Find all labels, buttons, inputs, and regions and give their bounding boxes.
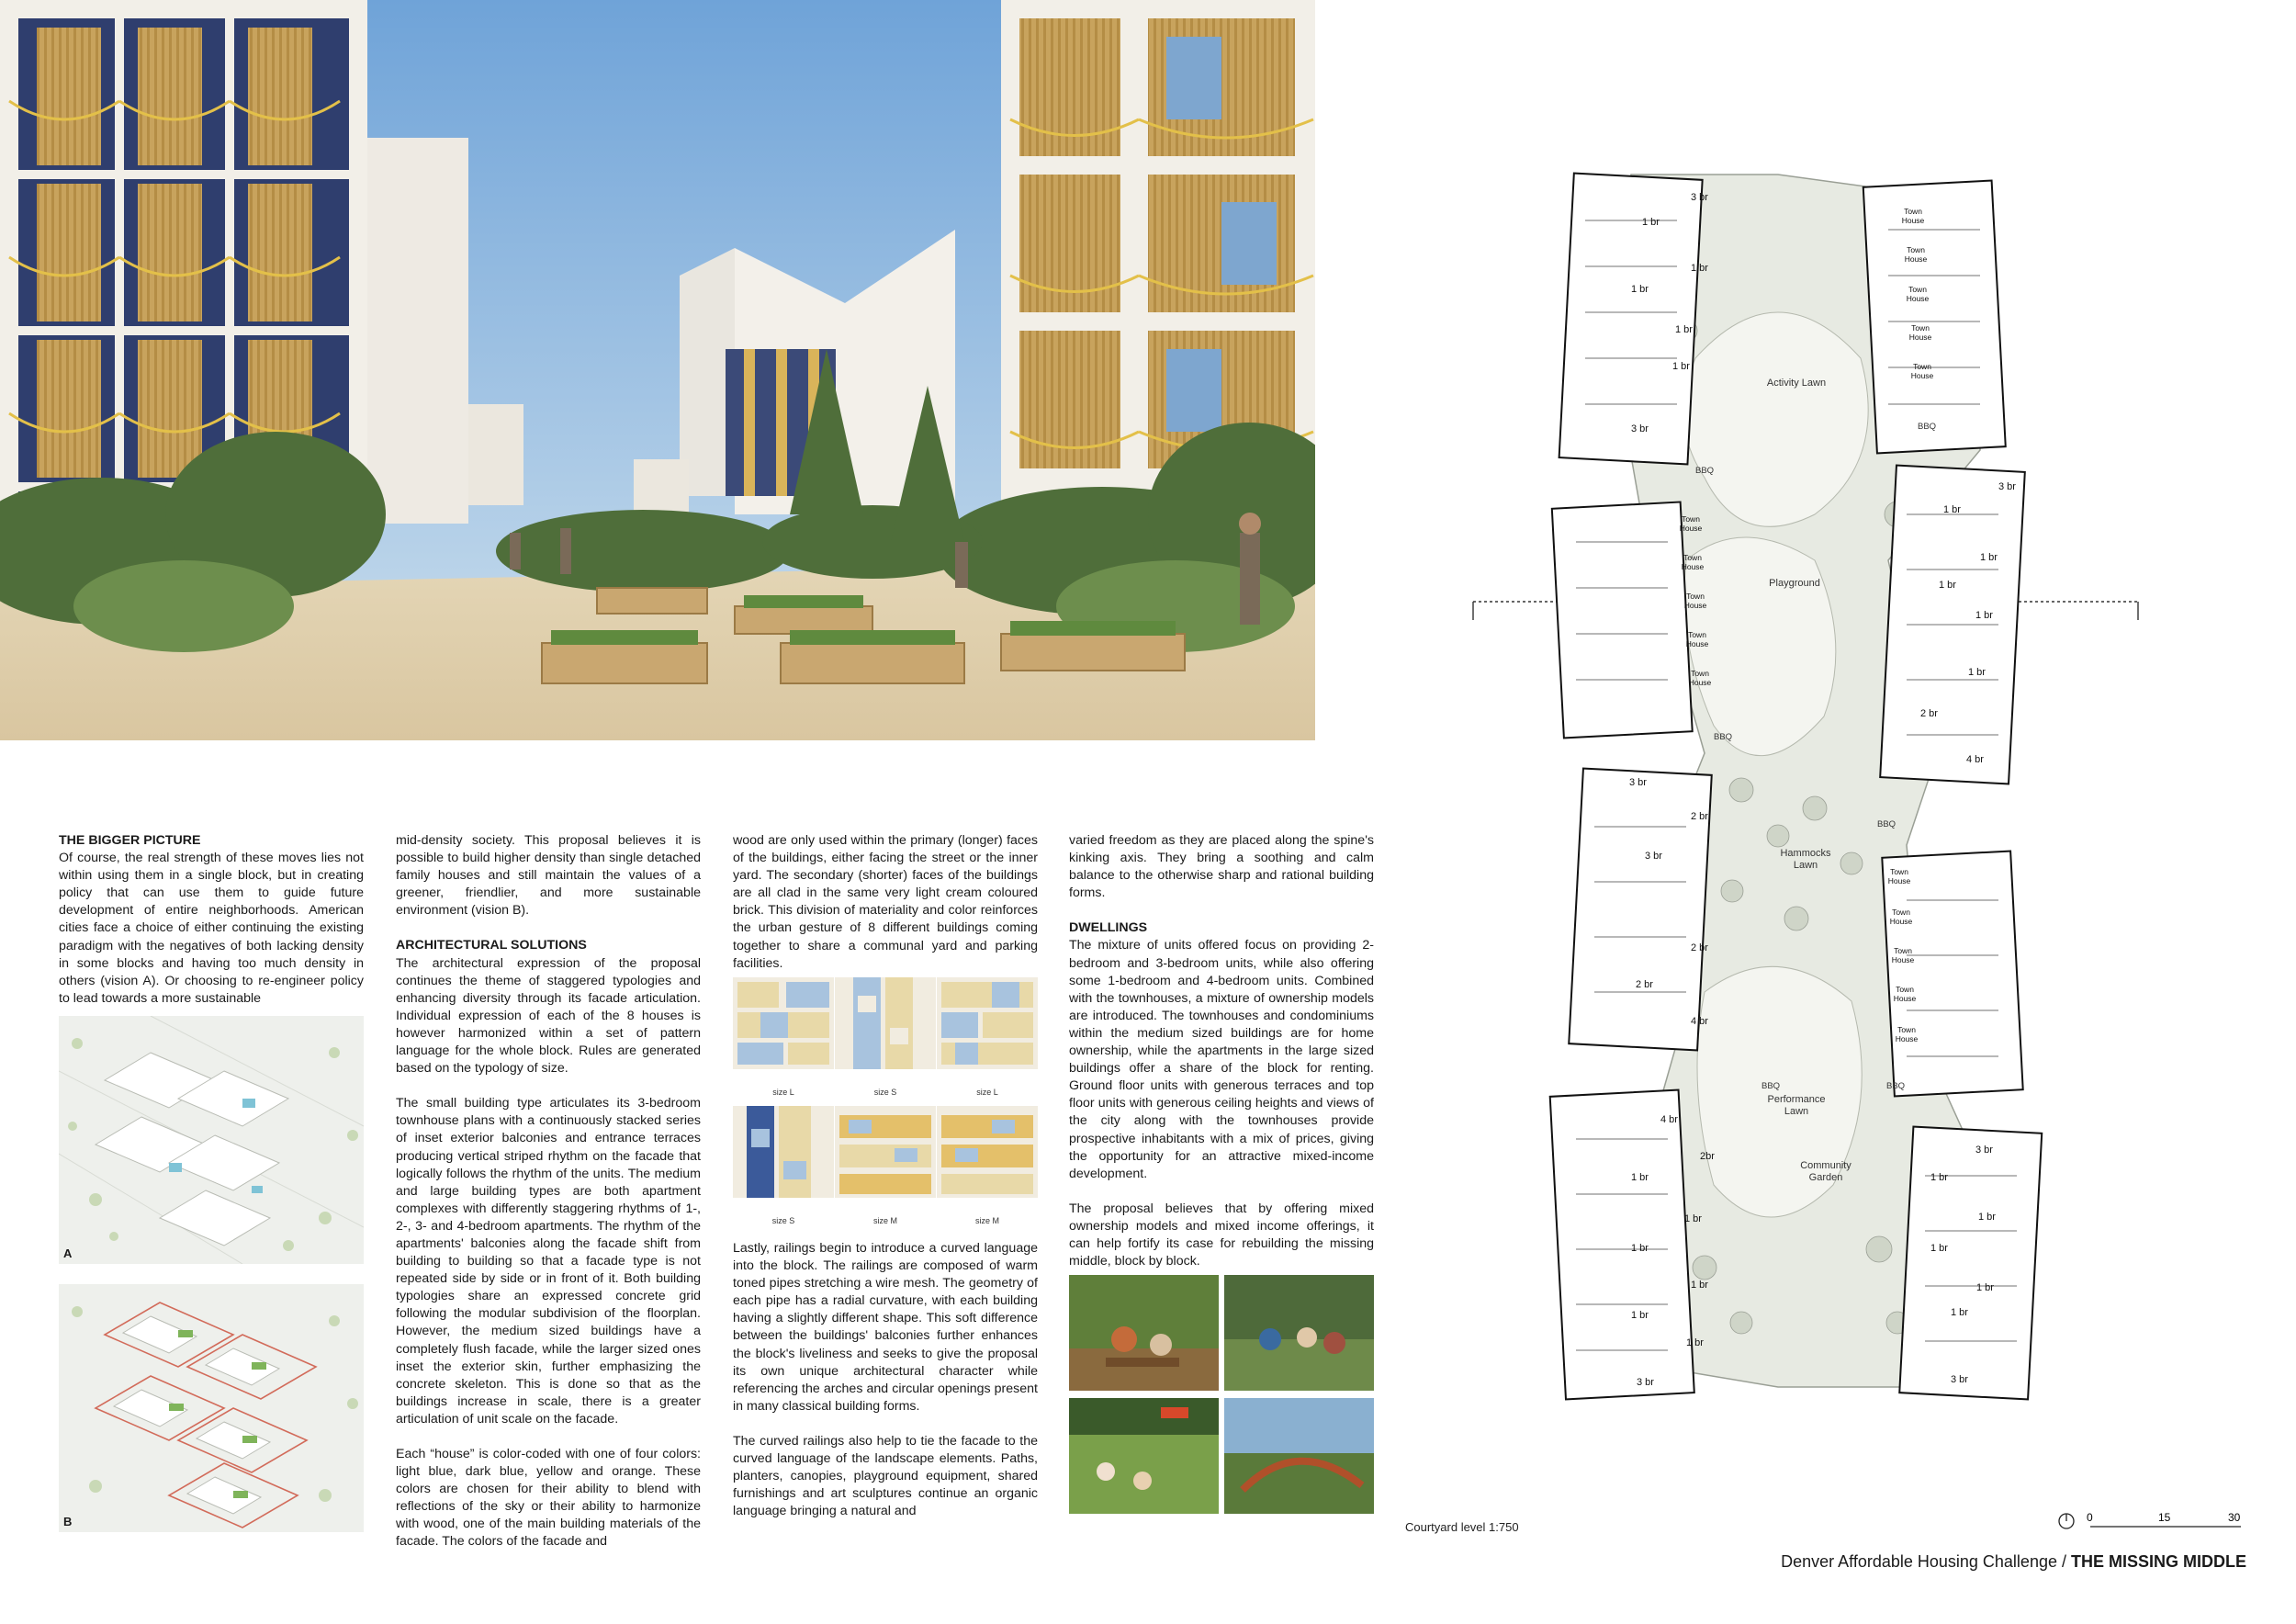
svg-text:3 br: 3 br bbox=[1975, 1145, 1993, 1156]
svg-text:1 br: 1 br bbox=[1675, 324, 1693, 335]
svg-text:1 br: 1 br bbox=[1978, 1212, 1996, 1223]
svg-text:House: House bbox=[1895, 1034, 1919, 1043]
svg-text:3 br: 3 br bbox=[1951, 1374, 1968, 1385]
svg-text:1 br: 1 br bbox=[1686, 1337, 1704, 1348]
svg-text:1 br: 1 br bbox=[1642, 217, 1660, 228]
label-community-1: Community bbox=[1800, 1160, 1851, 1171]
vision-b-axonometric bbox=[59, 1284, 364, 1532]
column-3 bbox=[733, 832, 1038, 990]
label-town-6: Town bbox=[1682, 514, 1700, 524]
svg-text:House: House bbox=[1679, 524, 1703, 533]
arch-solutions-p3: Each “house” is color-coded with one of four colors: light blue, dark blue, yellow and orange. These colors are chosen for their ability to blend with reflections of the sky or their ability to harmonize with wood, one of the main building materials of the facade. The colors of the facade and bbox=[396, 1447, 701, 1550]
vision-a-axonometric bbox=[59, 1016, 364, 1264]
col3-p2: Lastly, railings begin to introduce a curved language into the block. The railings are composed of warm toned pipes stretching a wire mesh. The geometry of each pipe has a radial curvature, with each building having a slightly different shape. This soft difference between the buildings' balconies further enhances the block's liveliness and seeks to give the proposal its own unique architectural character while referencing the arches and circular openings present in many classical building forms. bbox=[733, 1241, 1038, 1414]
svg-text:2 br: 2 br bbox=[1691, 811, 1708, 822]
facade-caption-1: size L bbox=[772, 1088, 794, 1097]
label-bbq-5: BBQ bbox=[1761, 1081, 1781, 1091]
column-3-lower bbox=[733, 1240, 1038, 1538]
col2-intro: mid-density society. This proposal believes it is possible to build higher density than single detached family houses and still maintain the values of a greener, friendlier, and more sustainable environment (vision B). bbox=[396, 833, 701, 919]
svg-text:House: House bbox=[1910, 371, 1934, 380]
label-bbq-2: BBQ bbox=[1918, 422, 1937, 432]
facade-tile-4 bbox=[733, 1106, 834, 1198]
scale-label-30: 30 bbox=[2228, 1511, 2241, 1524]
dwellings-heading: DWELLINGS bbox=[1069, 920, 1148, 936]
svg-text:1 br: 1 br bbox=[1691, 263, 1708, 274]
facade-caption-5: size M bbox=[872, 1216, 897, 1225]
facade-tile-2 bbox=[835, 977, 936, 1069]
label-bbq-1: BBQ bbox=[1695, 466, 1715, 476]
facade-tile-3 bbox=[937, 977, 1038, 1069]
label-bbq-3: BBQ bbox=[1714, 732, 1733, 742]
diagram-vision-b bbox=[59, 1284, 364, 1532]
photo-lawn-picnic bbox=[1069, 1398, 1219, 1514]
footer-project-title: THE MISSING MIDDLE bbox=[2070, 1552, 2246, 1571]
label-town-15: Town bbox=[1897, 1025, 1916, 1034]
label-town-12: Town bbox=[1892, 908, 1910, 917]
label-bbq-4: BBQ bbox=[1877, 819, 1896, 829]
svg-text:House: House bbox=[1681, 562, 1705, 571]
svg-text:1 br: 1 br bbox=[1980, 552, 1998, 563]
svg-text:1 br: 1 br bbox=[1691, 1280, 1708, 1291]
label-performance-2: Lawn bbox=[1784, 1106, 1809, 1117]
facade-caption-6: size M bbox=[974, 1216, 999, 1225]
column-4 bbox=[1069, 832, 1374, 1288]
diagram-a-label: A bbox=[63, 1246, 73, 1260]
hero-render bbox=[0, 0, 1315, 740]
svg-text:2 br: 2 br bbox=[1920, 708, 1938, 719]
col3-p1: wood are only used within the primary (longer) faces of the buildings, either facing the street or the inner yard. The secondary (shorter) faces of the buildings are all clad in the same very light cream coloured brick. This division of materiality and color reinforces the urban gesture of 8 different buildings coming together to share a communal yard and parking facilities. bbox=[733, 833, 1038, 971]
svg-text:3 br: 3 br bbox=[1631, 423, 1649, 434]
facade-caption-4: size S bbox=[771, 1216, 795, 1225]
svg-text:1 br: 1 br bbox=[1631, 1172, 1649, 1183]
svg-text:1 br: 1 br bbox=[1951, 1307, 1968, 1318]
photo-art-sculpture bbox=[1224, 1398, 1374, 1514]
svg-text:1 br: 1 br bbox=[1672, 361, 1690, 372]
footer-prefix: Denver Affordable Housing Challenge / bbox=[1781, 1552, 2071, 1571]
label-performance-1: Performance bbox=[1767, 1094, 1826, 1105]
svg-text:2 br: 2 br bbox=[1636, 979, 1653, 990]
label-community-2: Garden bbox=[1808, 1172, 1843, 1183]
svg-text:House: House bbox=[1683, 601, 1707, 610]
svg-text:3 br: 3 br bbox=[1998, 481, 2016, 492]
svg-text:House: House bbox=[1904, 254, 1928, 264]
svg-text:House: House bbox=[1893, 994, 1917, 1003]
arch-solutions-p1: The architectural expression of the proposal continues the theme of staggered typologies and enhancing diversity through its facade articulation. Individual expression of each of the 8 houses is however harmonized within a set of pattern language for the whole block. Rules are generated based on the typology of size. bbox=[396, 955, 701, 1077]
scale-bar bbox=[2057, 1506, 2250, 1534]
arch-solutions-p2: The small building type articulates its 3-bedroom townhouse plans with a continuously stacked series of inset exterior balconies and entrance terraces producing vertical striped rhythm on the facade that logically follows the rhythm of the units. The medium and large building types are both apartment complexes with differently staggering rhythms of 1-, 2-, 3- and 4-bedroom apartments. The rhythm of the apartments' balconies along the facade shift from building to building so that a facade type is not repeated side by side or in front of it. Both building typologies share an expressed concrete grid following the modular subdivision of the floorplan. However, the medium sized buildings have a completely flush facade, while the larger sized ones inset the exterior skin, further emphasizing the concrete skeleton. This is done so that as the buildings increase in scale, there is a greater articulation of unit scale on the facade. bbox=[396, 1096, 701, 1427]
facade-caption-3: size L bbox=[976, 1088, 998, 1097]
column-2 bbox=[396, 832, 701, 1569]
plan-scale-caption: Courtyard level 1:750 bbox=[1405, 1520, 1519, 1534]
label-town-4: Town bbox=[1911, 323, 1930, 333]
label-bbq-6: BBQ bbox=[1886, 1081, 1906, 1091]
label-br-a: 3 br bbox=[1691, 192, 1708, 203]
svg-text:3 br: 3 br bbox=[1629, 777, 1647, 788]
label-playground: Playground bbox=[1769, 578, 1820, 589]
label-town-3: Town bbox=[1908, 285, 1927, 294]
svg-text:1 br: 1 br bbox=[1631, 1243, 1649, 1254]
dwellings-p2: The proposal believes that by offering mixed ownership models and mixed income offerings, it can help fortify its case for rebuilding the missing middle, block by block. bbox=[1069, 1201, 1374, 1269]
label-town-11: Town bbox=[1890, 867, 1908, 876]
col4-p1: varied freedom as they are placed along the spine's kinking axis. They bring a soothing and calm balance to the otherwise sharp and rational building forms. bbox=[1069, 833, 1374, 901]
svg-text:2br: 2br bbox=[1700, 1151, 1715, 1162]
bigger-picture-heading: THE BIGGER PICTURE bbox=[59, 833, 201, 848]
svg-text:4 br: 4 br bbox=[1966, 754, 1984, 765]
facade-tile-5 bbox=[835, 1106, 936, 1198]
svg-text:1 br: 1 br bbox=[1943, 504, 1961, 515]
bigger-picture-text: Of course, the real strength of these moves lies not within using them in a single block, but in creating policy that can use them to guide future development of entire neighborhoods. American cities face a choice of either continuing the existing paradigm with the negatives of both lacking density in some blocks and having too much density in others (vision A). Or choosing to re-engineer policy to lead towards a more sustainable bbox=[59, 851, 364, 1006]
courtyard-site-plan bbox=[1466, 129, 2145, 1415]
svg-text:House: House bbox=[1688, 678, 1712, 687]
label-town-2: Town bbox=[1907, 245, 1925, 254]
svg-text:House: House bbox=[1908, 333, 1932, 342]
label-hammocks-1: Hammocks bbox=[1780, 848, 1831, 859]
label-town-8: Town bbox=[1686, 592, 1705, 601]
label-town-5: Town bbox=[1913, 362, 1931, 371]
dwellings-p1: The mixture of units offered focus on providing 2-bedroom and 3-bedroom units, while also offering some 1-bedroom and 4-bedroom units. Combined with the townhouses, a mixture of ownership models are introduced. The townhouses and condominiums within the medium sized buildings are for home ownership, while the apartments in the large sized buildings offer a share of the block for renting. Ground floor units with generous terraces and top floor units with generous ceiling heights and views of the city along with the townhouses provide prospective inhabitants with a mix of prices, giving the opportunity for an attractive mixed-income development. bbox=[1069, 938, 1374, 1181]
svg-text:House: House bbox=[1901, 216, 1925, 225]
label-town-9: Town bbox=[1688, 630, 1706, 639]
diagram-b-label: B bbox=[63, 1515, 73, 1528]
svg-text:House: House bbox=[1889, 917, 1913, 926]
svg-text:1 br: 1 br bbox=[1930, 1243, 1948, 1254]
col3-p3: The curved railings also help to tie the facade to the curved language of the landscape elements. Paths, planters, canopies, playground equipment, shared furnishings and art sculptures continue an organic language bringing a natural and bbox=[733, 1433, 1038, 1519]
column-1 bbox=[59, 832, 364, 1025]
scale-label-15: 15 bbox=[2158, 1511, 2171, 1524]
svg-text:1 br: 1 br bbox=[1975, 610, 1993, 621]
label-town-7: Town bbox=[1683, 553, 1702, 562]
svg-text:1 br: 1 br bbox=[1976, 1282, 1994, 1293]
label-town-14: Town bbox=[1896, 985, 1914, 994]
label-hammocks-2: Lawn bbox=[1793, 860, 1818, 871]
svg-text:House: House bbox=[1906, 294, 1930, 303]
courtyard-plan-drawing bbox=[1466, 129, 2145, 1415]
label-town-1: Town bbox=[1904, 207, 1922, 216]
svg-text:3 br: 3 br bbox=[1645, 851, 1662, 862]
label-activity-lawn: Activity Lawn bbox=[1766, 378, 1827, 389]
facade-tile-1 bbox=[733, 977, 834, 1069]
svg-text:1 br: 1 br bbox=[1631, 284, 1649, 295]
architectural-solutions-heading: ARCHITECTURAL SOLUTIONS bbox=[396, 938, 587, 953]
courtyard-render-illustration bbox=[0, 0, 1315, 740]
svg-text:4 br: 4 br bbox=[1660, 1114, 1678, 1125]
svg-text:House: House bbox=[1887, 876, 1911, 885]
svg-text:2 br: 2 br bbox=[1691, 942, 1708, 953]
facade-caption-2: size S bbox=[873, 1088, 897, 1097]
label-town-10: Town bbox=[1691, 669, 1709, 678]
svg-text:3 br: 3 br bbox=[1637, 1377, 1654, 1388]
photo-community-gathering bbox=[1069, 1275, 1219, 1391]
svg-text:4 br: 4 br bbox=[1691, 1016, 1708, 1027]
svg-text:House: House bbox=[1685, 639, 1709, 648]
svg-text:House: House bbox=[1891, 955, 1915, 964]
label-town-13: Town bbox=[1894, 946, 1912, 955]
footer-title bbox=[1769, 1552, 2246, 1572]
svg-text:1 br: 1 br bbox=[1684, 1213, 1702, 1224]
svg-text:1 br: 1 br bbox=[1631, 1310, 1649, 1321]
scale-label-0: 0 bbox=[2087, 1511, 2093, 1524]
svg-text:1 br: 1 br bbox=[1930, 1172, 1948, 1183]
facade-types-grid bbox=[733, 977, 1038, 1235]
facade-tile-6 bbox=[937, 1106, 1038, 1198]
photo-garden-group bbox=[1224, 1275, 1374, 1391]
diagram-vision-a bbox=[59, 1016, 364, 1264]
svg-text:1 br: 1 br bbox=[1939, 580, 1956, 591]
svg-text:1 br: 1 br bbox=[1968, 667, 1986, 678]
